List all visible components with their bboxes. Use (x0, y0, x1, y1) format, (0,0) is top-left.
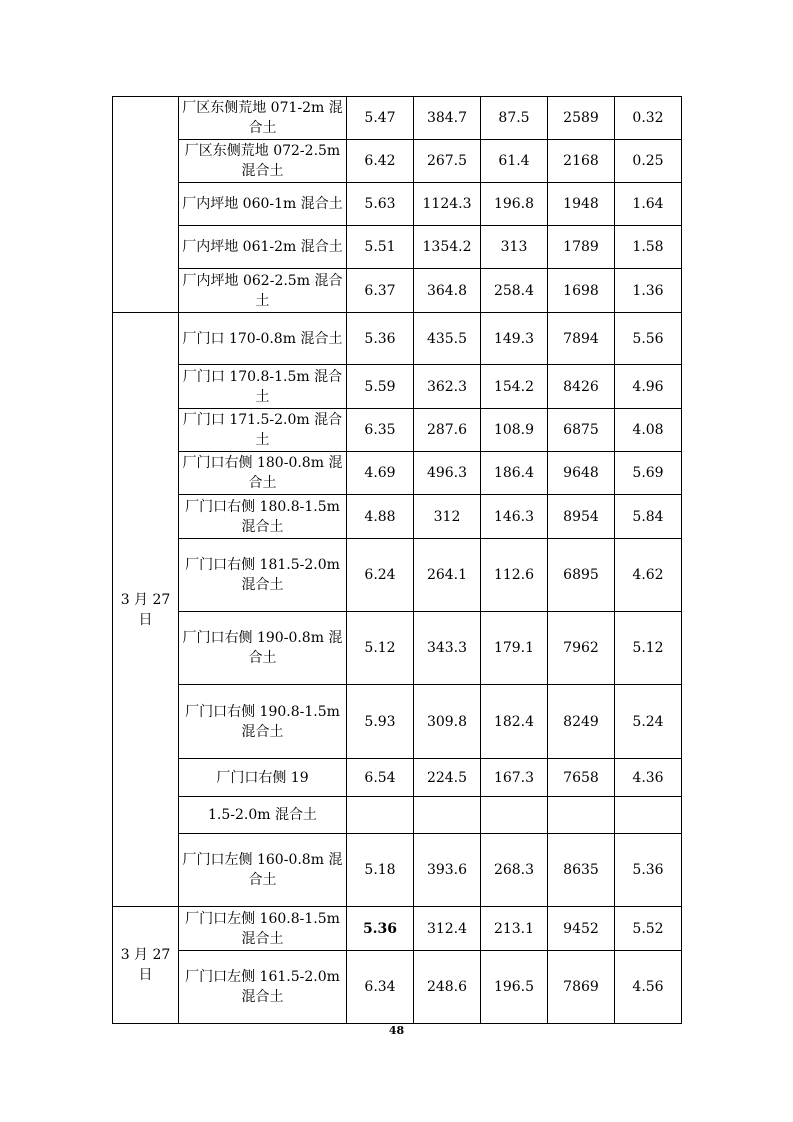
value-cell: 258.4 (481, 269, 548, 313)
value-cell: 7894 (548, 313, 615, 365)
value-cell: 9452 (548, 907, 615, 951)
table-row (113, 685, 682, 759)
table-row (113, 539, 682, 612)
value-cell: 1948 (548, 183, 615, 226)
table-row (113, 313, 682, 365)
value-cell: 196.5 (481, 951, 548, 1024)
value-cell: 167.3 (481, 759, 548, 797)
sample-desc: 厂内坪地 061-2m 混合土 (179, 226, 347, 269)
value-cell: 435.5 (414, 313, 481, 365)
ph-value: 6.35 (347, 409, 414, 452)
sample-desc: 厂门口右侧 181.5-2.0m 混合土 (179, 539, 347, 612)
value-cell: 9648 (548, 452, 615, 495)
value-cell: 287.6 (414, 409, 481, 452)
ph-value: 6.34 (347, 951, 414, 1024)
value-cell: 179.1 (481, 612, 548, 685)
value-cell: 5.84 (615, 495, 682, 539)
value-cell: 0.32 (615, 97, 682, 140)
sample-desc: 厂门口左侧 160-0.8m 混合土 (179, 834, 347, 907)
table-row (113, 226, 682, 269)
ph-value: 5.93 (347, 685, 414, 759)
sample-desc: 厂门口左侧 160.8-1.5m 混合土 (179, 907, 347, 951)
value-cell: 7962 (548, 612, 615, 685)
value-cell: 1.64 (615, 183, 682, 226)
value-cell (548, 797, 615, 834)
value-cell: 1124.3 (414, 183, 481, 226)
value-cell: 5.36 (615, 834, 682, 907)
ph-value: 5.36 (347, 907, 414, 951)
value-cell: 108.9 (481, 409, 548, 452)
value-cell: 1698 (548, 269, 615, 313)
value-cell: 8249 (548, 685, 615, 759)
value-cell: 268.3 (481, 834, 548, 907)
table-row (113, 365, 682, 409)
value-cell: 7658 (548, 759, 615, 797)
value-cell: 309.8 (414, 685, 481, 759)
value-cell: 87.5 (481, 97, 548, 140)
value-cell: 364.8 (414, 269, 481, 313)
value-cell: 8635 (548, 834, 615, 907)
sample-desc: 厂门口右侧 190-0.8m 混合土 (179, 612, 347, 685)
sample-desc: 厂内坪地 062-2.5m 混合土 (179, 269, 347, 313)
data-table (112, 96, 682, 1024)
value-cell: 154.2 (481, 365, 548, 409)
table-row (113, 907, 682, 951)
value-cell: 182.4 (481, 685, 548, 759)
value-cell (615, 797, 682, 834)
value-cell: 312.4 (414, 907, 481, 951)
value-cell: 5.52 (615, 907, 682, 951)
sample-desc: 厂门口右侧 19 (179, 759, 347, 797)
sample-desc: 厂门口 171.5-2.0m 混合土 (179, 409, 347, 452)
value-cell: 6895 (548, 539, 615, 612)
value-cell: 6875 (548, 409, 615, 452)
ph-value: 5.12 (347, 612, 414, 685)
sample-desc: 厂门口右侧 180-0.8m 混合土 (179, 452, 347, 495)
value-cell: 8954 (548, 495, 615, 539)
value-cell: 384.7 (414, 97, 481, 140)
ph-value: 5.47 (347, 97, 414, 140)
value-cell: 313 (481, 226, 548, 269)
value-cell (481, 797, 548, 834)
table-row (113, 269, 682, 313)
value-cell: 1354.2 (414, 226, 481, 269)
value-cell (414, 797, 481, 834)
table-row (113, 452, 682, 495)
value-cell: 312 (414, 495, 481, 539)
ph-value: 4.69 (347, 452, 414, 495)
value-cell: 496.3 (414, 452, 481, 495)
value-cell: 5.24 (615, 685, 682, 759)
value-cell: 0.25 (615, 140, 682, 183)
page-number: 48 (388, 1024, 405, 1037)
date-cell (113, 97, 179, 313)
value-cell: 5.12 (615, 612, 682, 685)
date-cell: 3 月 27 日 (113, 907, 179, 1024)
value-cell: 267.5 (414, 140, 481, 183)
value-cell: 393.6 (414, 834, 481, 907)
value-cell: 224.5 (414, 759, 481, 797)
table-row (113, 951, 682, 1024)
ph-value: 6.24 (347, 539, 414, 612)
sample-desc: 厂门口 170.8-1.5m 混合土 (179, 365, 347, 409)
ph-value: 5.36 (347, 313, 414, 365)
value-cell: 186.4 (481, 452, 548, 495)
ph-value: 5.18 (347, 834, 414, 907)
sample-desc: 厂门口右侧 180.8-1.5m 混合土 (179, 495, 347, 539)
table-row (113, 97, 682, 140)
sample-desc: 1.5-2.0m 混合土 (179, 797, 347, 834)
table-row (113, 797, 682, 834)
value-cell: 1789 (548, 226, 615, 269)
value-cell: 2168 (548, 140, 615, 183)
value-cell: 112.6 (481, 539, 548, 612)
sample-desc: 厂区东侧荒地 071-2m 混合土 (179, 97, 347, 140)
value-cell: 4.96 (615, 365, 682, 409)
table-row (113, 140, 682, 183)
value-cell: 5.69 (615, 452, 682, 495)
ph-value: 4.88 (347, 495, 414, 539)
table-row (113, 759, 682, 797)
table-row (113, 612, 682, 685)
ph-value: 5.51 (347, 226, 414, 269)
table-row (113, 834, 682, 907)
value-cell: 1.58 (615, 226, 682, 269)
sample-desc: 厂内坪地 060-1m 混合土 (179, 183, 347, 226)
value-cell: 8426 (548, 365, 615, 409)
value-cell: 213.1 (481, 907, 548, 951)
value-cell: 5.56 (615, 313, 682, 365)
ph-value: 6.54 (347, 759, 414, 797)
value-cell: 1.36 (615, 269, 682, 313)
value-cell: 196.8 (481, 183, 548, 226)
table-row (113, 183, 682, 226)
sample-desc: 厂门口右侧 190.8-1.5m 混合土 (179, 685, 347, 759)
value-cell: 149.3 (481, 313, 548, 365)
ph-value: 6.37 (347, 269, 414, 313)
value-cell: 7869 (548, 951, 615, 1024)
ph-value (347, 797, 414, 834)
value-cell: 343.3 (414, 612, 481, 685)
value-cell: 4.62 (615, 539, 682, 612)
value-cell: 264.1 (414, 539, 481, 612)
value-cell: 4.36 (615, 759, 682, 797)
value-cell: 248.6 (414, 951, 481, 1024)
value-cell: 2589 (548, 97, 615, 140)
sample-desc: 厂门口左侧 161.5-2.0m 混合土 (179, 951, 347, 1024)
value-cell: 4.56 (615, 951, 682, 1024)
sample-desc: 厂门口 170-0.8m 混合土 (179, 313, 347, 365)
value-cell: 362.3 (414, 365, 481, 409)
table-row (113, 495, 682, 539)
ph-value: 5.63 (347, 183, 414, 226)
date-cell: 3 月 27 日 (113, 313, 179, 907)
ph-value: 6.42 (347, 140, 414, 183)
value-cell: 4.08 (615, 409, 682, 452)
sample-desc: 厂区东侧荒地 072-2.5m 混合土 (179, 140, 347, 183)
value-cell: 61.4 (481, 140, 548, 183)
ph-value: 5.59 (347, 365, 414, 409)
value-cell: 146.3 (481, 495, 548, 539)
table-row (113, 409, 682, 452)
